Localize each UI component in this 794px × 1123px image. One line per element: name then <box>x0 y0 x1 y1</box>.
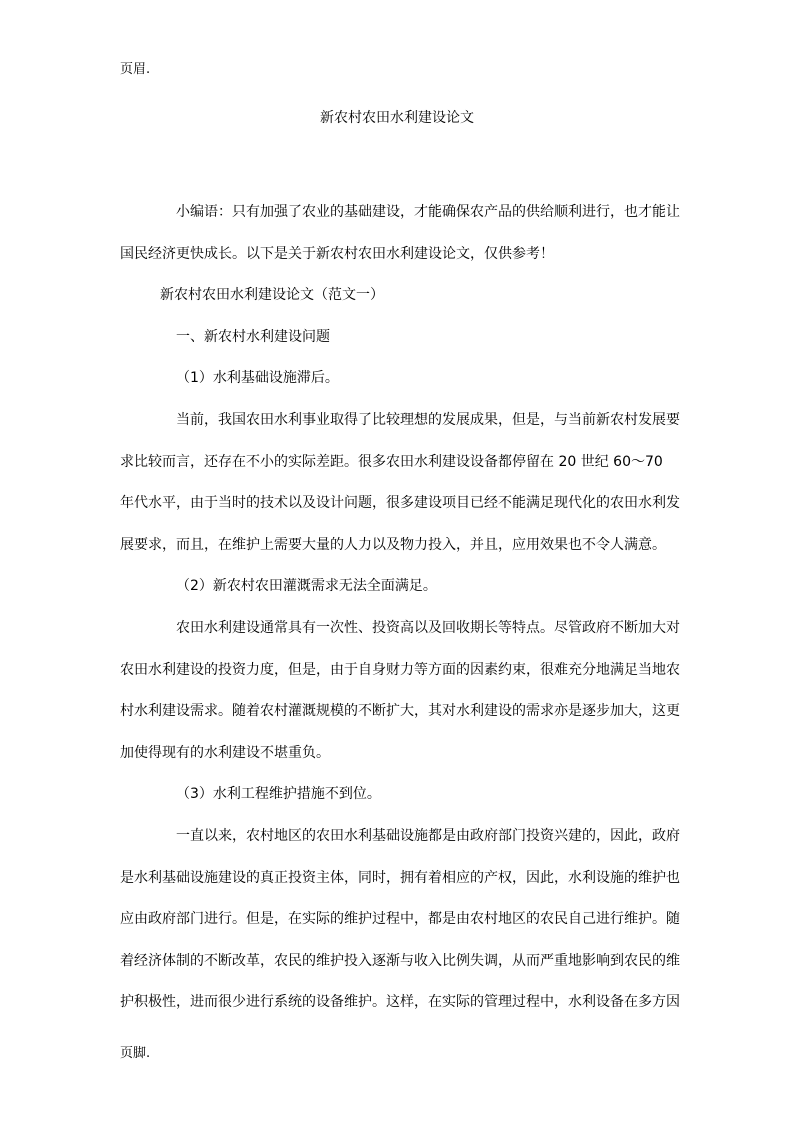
page-header: 页眉. <box>120 62 151 77</box>
intro-paragraph: 小编语：只有加强了农业的基础建设，才能确保农产品的供给顺利进行，也才能让国民经济更快成长。以下是关于新农村农田水利建设论文，仅供参考！ <box>120 204 680 262</box>
subsection-heading: 一、新农村水利建设问题 <box>176 328 330 345</box>
body-paragraph: 一直以来，农村地区的农田水利基础设施都是由政府部门投资兴建的，因此，政府是水利基础设施建设的真正投资主体，同时，拥有着相应的产权，因此，水利设施的维护也应由政府部门进行。但是，在实际的维护过程中，都是由农村地区的农民自己进行维护。随着经济体制的不断改革，农民的维护投入逐渐与收入比例失调，从而严重地影响到农民的维护积极性，进而很少进行系统的设备维护。这样，在实际的管理过程中，水利设备在多方因 <box>120 827 680 1011</box>
document-body <box>120 192 680 1024</box>
section-heading: 新农村农田水利建设论文（范文一） <box>160 287 384 304</box>
body-paragraph: 当前，我国农田水利事业取得了比较理想的发展成果，但是，与当前新农村发展要求比较而言，还存在不小的实际差距。很多农田水利建设设备都停留在 20 世纪 60～70 年代水平，由于当时的技术以及设计问题，很多建设项目已经不能满足现代化的农田水利发展要求，而且，在维护上需要大量的人力以及物力投入，并且，应用效果也不令人满意。 <box>120 411 680 553</box>
page-footer: 页脚. <box>120 1046 151 1061</box>
item-heading: （3）水利工程维护措施不到位。 <box>176 786 381 803</box>
body-paragraph: 农田水利建设通常具有一次性、投资高以及回收期长等特点。尽管政府不断加大对农田水利建设的投资力度，但是，由于自身财力等方面的因素约束，很难充分地满足当地农村水利建设需求。随着农村灌溉规模的不断扩大，其对水利建设的需求亦是逐步加大，这更加使得现有的水利建设不堪重负。 <box>120 619 680 761</box>
item-heading: （1）水利基础设施滞后。 <box>176 370 339 387</box>
document-title: 新农村农田水利建设论文 <box>320 110 474 126</box>
item-heading: （2）新农村农田灌溉需求无法全面满足。 <box>176 578 437 595</box>
